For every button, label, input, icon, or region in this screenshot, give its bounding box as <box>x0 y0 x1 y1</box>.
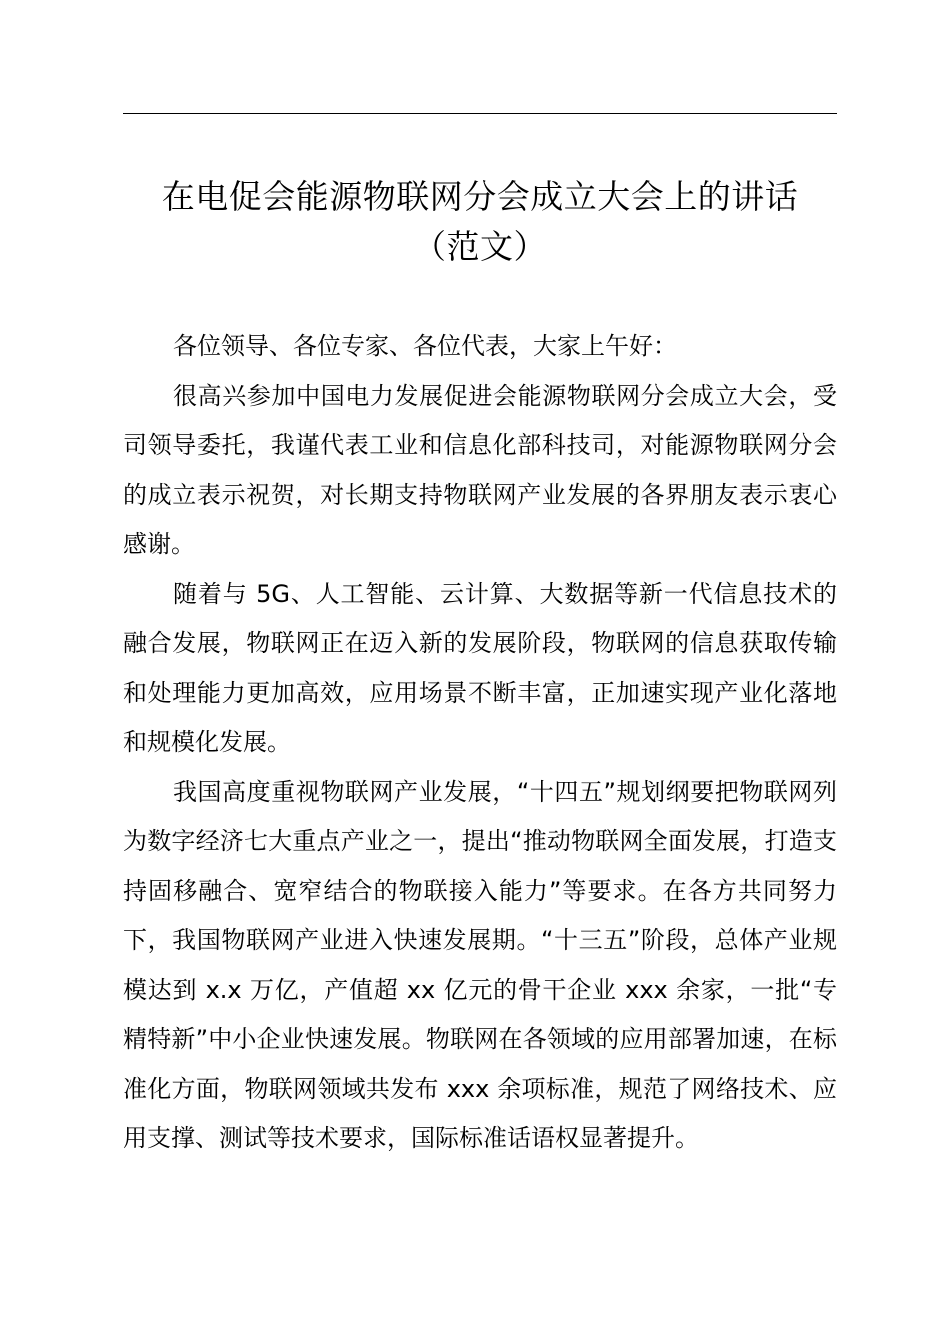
paragraph-congratulation: 很高兴参加中国电力发展促进会能源物联网分会成立大会，受司领导委托，我谨代表工业和信息化部科技司，对能源物联网分会的成立表示祝贺，对长期支持物联网产业发展的各界朋友表示衷心感谢。 <box>123 381 837 558</box>
paragraph-development-stage: 随着与 5G、人工智能、云计算、大数据等新一代信息技术的融合发展，物联网正在迈入新的发展阶段，物联网的信息获取传输和处理能力更加高效，应用场景不断丰富，正加速实现产业化落地和规模化发展。 <box>123 579 837 756</box>
paragraph-greeting: 各位领导、各位专家、各位代表，大家上午好： <box>173 332 677 360</box>
title-line-1: 在电促会能源物联网分会成立大会上的讲话 <box>161 177 799 216</box>
document-body <box>123 322 837 1164</box>
header-rule <box>123 113 837 114</box>
document-title <box>123 172 837 272</box>
title-line-2: （范文） <box>413 227 547 266</box>
paragraph-industry-progress: 我国高度重视物联网产业发展，“十四五”规划纲要把物联网列为数字经济七大重点产业之一，提出“推动物联网全面发展，打造支持固移融合、宽窄结合的物联接入能力”等要求。在各方共同努力下，我国物联网产业进入快速发展期。“十三五”阶段，总体产业规模达到 x.x 万亿，产值超 xx 亿元的骨干企业 xxx 余家，一批“专精特新”中小企业快速发展。物联网在各领域的应用部署加速，在标准化方面，物联网领域共发布 xxx 余项标准，规范了网络技术、应用支撑、测试等技术要求，国际标准话语权显著提升。 <box>123 777 837 1152</box>
